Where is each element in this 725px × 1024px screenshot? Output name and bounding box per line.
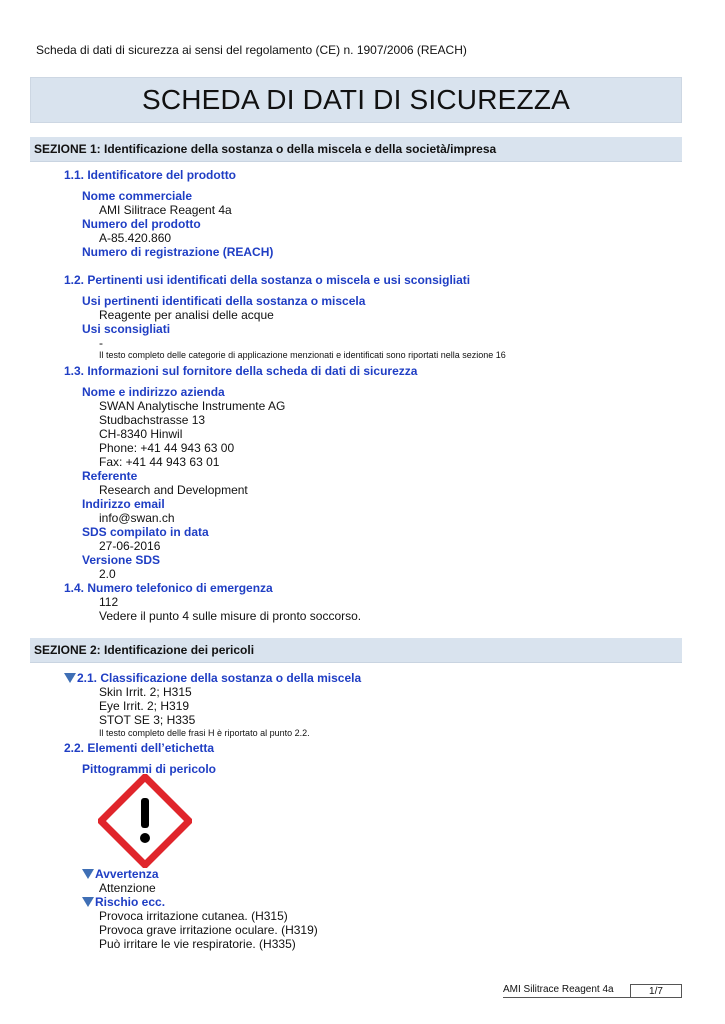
- sds-date-label: SDS compilato in data: [82, 525, 209, 539]
- section-2-heading-bar: [30, 638, 682, 663]
- hazard-statement: Può irritare le vie respiratorie. (H335): [99, 937, 296, 951]
- document-title: SCHEDA DI DATI DI SICUREZZA: [141, 84, 571, 115]
- subsection-1-1-title: 1.1. Identificatore del prodotto: [64, 168, 237, 182]
- company-line: Studbachstrasse 13: [99, 413, 206, 427]
- trade-name-label: Nome commerciale: [82, 189, 193, 203]
- regulation-line: Scheda di dati di sicurezza ai sensi del regolamento (CE) n. 1907/2006 (REACH): [36, 43, 467, 57]
- classification-item: Eye Irrit. 2; H319: [99, 699, 190, 713]
- pictograms-label: Pittogrammi di pericolo: [82, 762, 217, 776]
- change-marker-icon: [64, 673, 76, 683]
- company-line: SWAN Analytische Instrumente AG: [99, 399, 286, 413]
- change-marker-icon: [82, 869, 94, 879]
- product-number-value: A-85.420.860: [99, 231, 172, 245]
- identified-uses-label: Usi pertinenti identificati della sostanza o miscela: [82, 294, 366, 308]
- footer-rule: [503, 997, 682, 998]
- contact-label: Referente: [82, 469, 138, 483]
- section-2-heading: SEZIONE 2: Identificazione dei pericoli: [34, 643, 255, 657]
- section-1-heading: SEZIONE 1: Identificazione della sostanza o della miscela e della società/impresa: [34, 142, 497, 156]
- signal-word-value: Attenzione: [99, 881, 156, 895]
- subsection-1-4-title: 1.4. Numero telefonico di emergenza: [64, 581, 273, 595]
- footer-product-name: AMI Silitrace Reagent 4a: [503, 984, 614, 995]
- classification-item: STOT SE 3; H335: [99, 713, 196, 727]
- company-line: Phone: +41 44 943 63 00: [99, 441, 235, 455]
- section-1-heading-bar: [30, 137, 682, 162]
- company-line: Fax: +41 44 943 63 01: [99, 455, 220, 469]
- subsection-2-1-title: 2.1. Classificazione della sostanza o della miscela: [77, 671, 362, 685]
- signal-word-label: Avvertenza: [95, 867, 159, 881]
- subsection-1-2-title: 1.2. Pertinenti usi identificati della sostanza o miscela e usi sconsigliati: [64, 273, 471, 287]
- ghs-exclamation-mark-icon: [98, 774, 192, 868]
- hazard-statement: Provoca irritazione cutanea. (H315): [99, 909, 288, 923]
- sds-version-value: 2.0: [99, 567, 116, 581]
- subsection-1-3-title: 1.3. Informazioni sul fornitore della scheda di dati di sicurezza: [64, 364, 418, 378]
- page-number: 1/7: [630, 984, 682, 998]
- email-value: info@swan.ch: [99, 511, 175, 525]
- reach-number-label: Numero di registrazione (REACH): [82, 245, 274, 259]
- emergency-note: Vedere il punto 4 sulle misure di pronto soccorso.: [99, 609, 362, 623]
- uses-advised-against-value: -: [99, 336, 103, 350]
- uses-note: Il testo completo delle categorie di applicazione menzionati e identificati sono riportati nella sezione 16: [99, 350, 506, 360]
- sds-version-label: Versione SDS: [82, 553, 161, 567]
- document-title-bar: [30, 77, 682, 123]
- identified-uses-value: Reagente per analisi delle acque: [99, 308, 274, 322]
- change-marker-icon: [82, 897, 94, 907]
- hazard-statements-label: Rischio ecc.: [95, 895, 166, 909]
- trade-name-value: AMI Silitrace Reagent 4a: [99, 203, 232, 217]
- sds-date-value: 27-06-2016: [99, 539, 161, 553]
- contact-value: Research and Development: [99, 483, 248, 497]
- company-label: Nome e indirizzo azienda: [82, 385, 225, 399]
- hazard-statement: Provoca grave irritazione oculare. (H319): [99, 923, 318, 937]
- company-line: CH-8340 Hinwil: [99, 427, 183, 441]
- classification-item: Skin Irrit. 2; H315: [99, 685, 192, 699]
- subsection-2-2-title: 2.2. Elementi dell’etichetta: [64, 741, 215, 755]
- classification-note: Il testo completo delle frasi H è riportato al punto 2.2.: [99, 728, 310, 738]
- emergency-number: 112: [99, 595, 119, 609]
- product-number-label: Numero del prodotto: [82, 217, 201, 231]
- uses-advised-against-label: Usi sconsigliati: [82, 322, 171, 336]
- email-label: Indirizzo email: [82, 497, 165, 511]
